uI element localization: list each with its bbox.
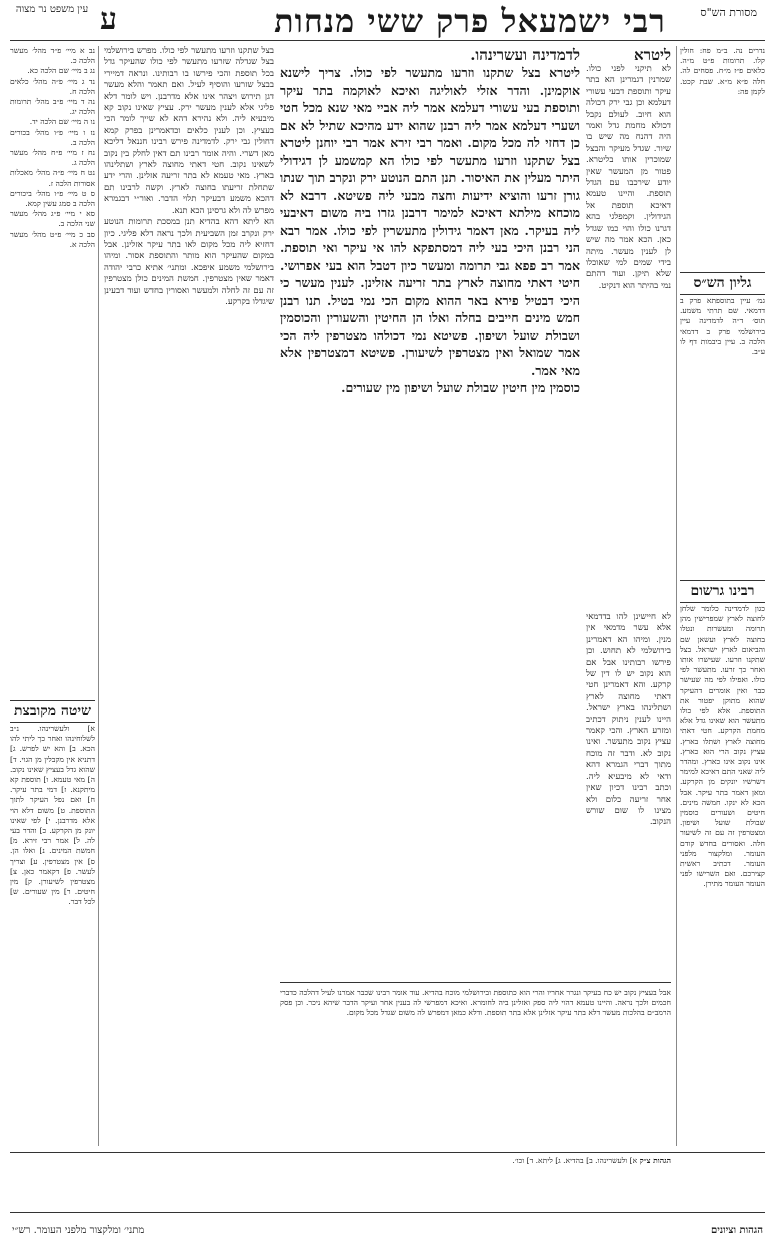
shita-heading: שיטה מקובצת [10, 700, 95, 723]
rashi-text: לא תיקני לפני כולו. שמרנין דגמרינן הא בתר עיקר ותוספת דבעי עשורי דעלמא וכן גבי ירק דכולה הוא חיוב. לעולם נקבל דכולא מחמת גדל ואמר היה דהנח מה שיש בו שיור. שגדל מעיקר והבצל שמוכרין אותו בליטרא. פטור מן המעשר שאין יודע שירכבו עם הגדל תוספת. והיינו טעמא דאיכא תוספת אל הגידולין. וקמפלגי בהא דגרנו כולו והוי כמו שגדל כאן. הכא אמר מה שיש לן לענין מעשר. מיתה בידי שמים למי שאוכלו שלא תיקן. ועוד דהתם נמי בהיתר הוא דנקיט. [586, 64, 671, 291]
ein-mishpat-entry: ס ט מיי׳ פ״ו מהל׳ ביכורים הלכה ב סמג עשין קמא. [10, 188, 95, 209]
gershom-heading: רבינו גרשום [680, 580, 765, 603]
ein-mishpat-label: עין משפט נר מצוה [15, 4, 89, 15]
shita-mekubetzet: א] ולעשרינהו. נ״ב לשלוחינהו ואחר כך ליתי להו הכא. ב] והא יש לפרש. ג] דתניא אין מקבלין מן הגוי. ד] שהוא גדל בעציץ שאינו נקוב. ה] מאי טעמא. ו] תוספת קא מיתקנא. ז] דמי בתר עיקר. ח] ואם נפל העיקר לתוך התוספת. ט] משום דלא הוי אלא מדרבנן. י] לפי שאינו יונק מן הקרקע. כ] והדר בעי לה. ל] אמר רבי זירא. מ] חמשת המינים. נ] ואלו הן. ס] אין מצטרפין. ע] וצריך לעשר. פ] דקאמר כאן. צ] מצטרפין לשיעורן. ק] מין חיטים. ר] מין שעורים. ש] לכל דבר. [10, 724, 95, 907]
ein-mishpat-entry: נז ו מיי׳ פ״ו מהל׳ בכורים הלכה ב. [10, 127, 95, 147]
main-text-tail: כוסמין מין חיטין שבולת שועל ושיפון מין שעורים. [341, 380, 580, 395]
main-text-lead: לדמדינה ועשרינהו. [470, 46, 580, 64]
hagahot-label: הגהות צ״ק [639, 1156, 671, 1165]
page-footer [12, 1222, 763, 1242]
ein-mishpat-entry: נב א מיי׳ פ״ד מהל׳ מעשר הלכה כ. [10, 46, 95, 66]
ein-mishpat-entry: נו ה מיי׳ שם הלכה יד. [29, 117, 95, 127]
page-header [0, 0, 775, 42]
bottom-rule [280, 982, 671, 983]
footer-rule [10, 1212, 765, 1213]
folio-letter: ע [100, 2, 117, 37]
gilyon-text: גמ׳ עיין בתוספתא פרק ב דדמאי. שם תרתי משמע. תוס׳ ד״ה לדמדינה עיין בירושלמי פרק ב דדמאי הלכה ב. עיין ביבמות דף לו ע״ב. [680, 296, 765, 357]
rashi-continuation: לא חיישינן להו בדדמאי אלא עשר מדמאי אין מנין. ומיהו הא דאמרינן בירושלמי לא תחוש. וכן פירשו רבותינו אבל אם הוא נקוב יש לו דין של קרקע. והא דאמרינן חטי דאתי מחוצה לארץ ושתלינהו בארץ ישראל. היינו לענין ניתוק דכתיב ומזרע הארץ. והכי קאמר עציץ נקוב מתעשר. ואינו נקוב לא. ודבר זה מוכח מתוך דברי הגמרא דהא ודאי לא מיבעיא ליה. וכתב רבינו דכיון שאין אחר זריעה כלום ולא מצינו לו שום שורש הנקוב. [586, 612, 671, 828]
bottom-commentary: אבל בעציץ נקוב יש כח בעיקר ונגרר אחריו והרי הוא כתוספת ובירושלמי מוכח בהדיא. עוד אומר רבינו שכבר אמרנו לעיל דהלכה כדברי חכמים ולכך נראה. והיינו טעמא דהוי ליה ספק ואזלינן ביה לחומרא. ואיכא דמפרשי לה בענין אחר ועיקר הדבר שיהא ניכר. וכן פסק הרמב״ם בהלכות מעשר דלא בתר עיקר אזלינן אלא בתר תוספת. ודלא כמאן דמפרש לה משום שגדל מכל מקום. [280, 988, 671, 1018]
hagahot-tzk [104, 1156, 671, 1196]
ein-mishpat-entry: נה ד מיי׳ פ״ב מהל׳ תרומות הלכה יג. [10, 97, 95, 117]
column-divider [676, 46, 677, 1146]
main-text-body: ליטרא בצל שתקנו וזרעו מתעשר לפי כולו. צריך לישנא אוקמינן. והדר אזלי לאוליגה ואיכא לאוקמה בתר עיקר ותוספת בעי עשורי דעלמא אמר ליה אביי מאי שנא מכל חטי ושערי דעלמא אמר ליה רבנן שהוא ידע מהיכא שתיל לא אם כן דחזי לה מכל מקום. ואמר רבי זירא אמר רבי יוחנן ליטרא בצל שתקנו וזרעו מתעשר לפי כולו הא קמשמע לן דגידולי היתר מעלין את האיסור. תנן התם הנוטע ירק ונקרב תוך שנתו גורן זרעו והוציא ידיעות וחצה מבעי ליה פשיטא. דרבא לא מוכחא מילתא דאיכא למימר דרבנן גזרו ביה משום דאיבעי ליה בעיקר. מאן דאמר גידולין מתעשרין לפי כולו. אמר רבא הני רבנן היכי בעי ליה דמסתפקא להו אי עיקר ואי תוספת. אמר רב פפא גבי תרומה ומעשר כיון דטבל הוא בעי אפרושי. חיטי דאתי מחוצה לארץ בתר זריעה אזלינן. לענין מעשר כי היכי דבטיל פירא באר ההוא מקום הכי נמי בטיל. תנו רבנן חמש מינים חייבים בחלה ואלו הן החיטין והשעורין והכוסמין ושבולת שועל ושיפון. פשיטא נמי דכולהו מצטרפין ליה הכי אמר שמואל ואין מצטרפין לשיעורן. פשיטא דמצטרפין אלא מאי אמר. [280, 65, 580, 378]
footer-left-label: מתני׳ ומלקצור מלפני העומר. רש״י [12, 1225, 145, 1236]
rashi-column [586, 46, 671, 606]
ein-mishpat-column [10, 46, 95, 426]
page-title: רבי ישמעאל פרק ששי מנחות [274, 2, 666, 40]
gilyon-heading: גליון הש״ס [680, 272, 765, 295]
hagahot-body: א] ולעשרינהו. ב] בהדיא. ג] ליתא. ד] וכו׳. [512, 1156, 638, 1165]
footer-top-rule [10, 1152, 765, 1153]
column-divider [98, 46, 99, 1146]
masoret-notes: נדרים נה. ב״מ פח: חולין קלו. תרומות פ״ט מ״ה. כלאים פ״ז מ״ח. פסחים לה. חלה פ״א מ״א. שבת קכט. לקמן פה: [680, 46, 765, 96]
masoret-label: מסורת הש"ס [700, 6, 757, 19]
rashi-heading: ליטרא [633, 46, 671, 64]
gershom-text: כגון לדמדינה כלומר שלחן לחוצה לארץ שמפרישין מהן תרומה ומעשרות ונטלו בחוצה לארץ ועשאן שם והביאום לארץ ישראל. בצל שתקנו וזרעו. שעישרו אותו ואחר כך זרעו. מתעשר לפי כולו. ואפילו לפי מה שעישר כבר ואין אומרים דהעיקר שהוא מתוקן יפטור את התוספת. אלא לפי כולו מתעשר הוא שאינו גדל אלא מחמת הקרקע. חטי דאתי מחוצה לארץ ושתלו בארץ. עציץ נקוב הרי הוא כארץ. אינו נקוב אינו כארץ. ומהדר ליה שאני התם דאיכא למימר דשרשיו יונקים מן הקרקע. ומאן דאמר בתר עיקר. אבל הכא לא ינקו. חמשה מינים. חיטים ושעורים כוסמין שבולת שועל ושיפון. ומצטרפין זה עם זה לשיעור חלה. ואסורים בחדש קודם העומר. ומלקצור מלפני העומר. דכתיב ראשית קצירכם. ואם השרישו לפני העומר העומר מתירן. [680, 604, 765, 889]
tosafot-text-lower: הא ליתא דהא בהדיא תנן במסכת תרומות הנוטע ירק ונקרב זמן השביעית ולכך נראה דלא פליגי. כיון דחזיא ליה מכל מקום לאו בתר עיקר אזלינן. אבל במקום שהעיקר הוא מותר והתוספת אסור. ומיהו בירושלמי משמע איפכא. ומתני׳ אתיא כרבי יהודה דאמר שאין מצטרפין. חמשת המינים כולן מצטרפין זה עם זה לחלה ולמעשר ואסורין בחדש ועוד דבעינן שיגדלו בקרקע. [104, 217, 274, 307]
ein-mishpat-entry: נד ג מיי׳ פ״ה מהל׳ כלאים הלכה ח. [10, 76, 95, 96]
ein-mishpat-entry: סא י מיי׳ פ״ג מהל׳ מעשר שני הלכה ב. [10, 209, 95, 229]
ein-mishpat-entry: נח ז מיי׳ פ״ח מהל׳ מעשר הלכה ג. [10, 148, 95, 168]
header-rule [10, 40, 765, 41]
ein-mishpat-entry: סב כ מיי׳ פ״ט מהל׳ מעשר הלכה א. [10, 229, 95, 249]
ein-mishpat-entry: נט ח מיי׳ פ״ה מהל׳ מאכלות אסורות הלכה ז. [10, 168, 95, 188]
ein-mishpat-entry: נג ב מיי׳ שם הלכה כא. [27, 66, 95, 76]
main-text [280, 46, 580, 976]
tosafot-column [104, 46, 274, 1150]
footer-right-label: הגהות וציונים [710, 1225, 763, 1236]
tosafot-text: בצל שתקנו וזרעו מתעשר לפי כולו. מפרש בירושלמי בצל שגדלה שזרעו מתעשר לפי כולו שהעיקר גדל בכל תוספת והכי פירשו בו רבותינו. ונראה דמיירי בבצל שזרעו והוסיף לעיל. ואם תאמר והלא מעשר דגן תירוש ויצהר אינו אלא מדרבנן. ויש לומר דלא פליגי אלא לענין מעשר ירק. עציץ שאינו נקוב קא מיבעיא ליה. ולא נהירא דהא לא שייך לומר הכי בעציץ. וכן לענין כלאים וכדאמרינן בפרק קמא דחולין גבי ירק. לדמדינה פירש רבינו חננאל דליכא מאן דשרי. והיה אומר רבינו תם דאין לחלק בין נקוב לשאינו נקוב. חטי דאתי מחוצה לארץ ושתלינהו בארץ. מאי טעמא לא בתר זריעה אזלינן. והרי ידע שתחלת זריעתו בחוצה לארץ. וקשה לרבינו תם דהכא משמע דבעיקר תלוי הדבר. ואור״י דבגמרא מפרש לה ולא גרסינן הכא תנא. [104, 46, 274, 216]
